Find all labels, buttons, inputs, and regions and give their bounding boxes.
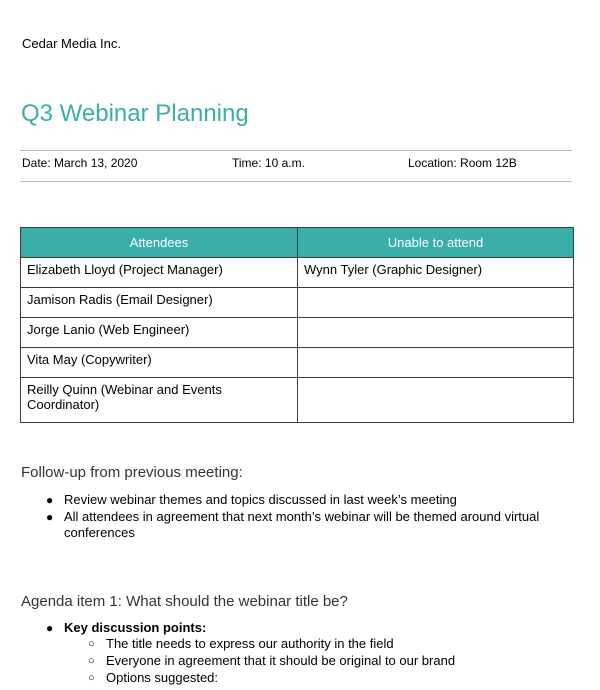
list-item bbox=[44, 620, 564, 636]
list-item bbox=[44, 509, 564, 541]
agenda-sublist bbox=[86, 636, 566, 687]
attendance-table bbox=[20, 227, 574, 423]
bullet-icon: ● bbox=[46, 493, 54, 507]
meeting-date: Date: March 13, 2020 bbox=[22, 156, 138, 170]
hollow-bullet-icon: ○ bbox=[88, 672, 95, 684]
header-attendees: Attendees bbox=[21, 228, 298, 258]
table-row bbox=[21, 288, 574, 318]
followup-heading: Follow-up from previous meeting: bbox=[21, 464, 243, 481]
attendee-cell: Jorge Lanio (Web Engineer) bbox=[21, 318, 298, 348]
hollow-bullet-icon: ○ bbox=[88, 638, 95, 650]
hollow-bullet-icon: ○ bbox=[88, 655, 95, 667]
list-item bbox=[44, 492, 564, 508]
document-title: Q3 Webinar Planning bbox=[21, 100, 249, 127]
agenda-item-1-heading: Agenda item 1: What should the webinar title be? bbox=[21, 593, 348, 610]
table-row bbox=[21, 318, 574, 348]
followup-list bbox=[44, 492, 564, 542]
absent-cell bbox=[298, 378, 574, 423]
list-item-text: Key discussion points: bbox=[64, 620, 207, 635]
absent-cell bbox=[298, 288, 574, 318]
absent-cell bbox=[298, 318, 574, 348]
meeting-time: Time: 10 a.m. bbox=[232, 156, 305, 170]
table-row bbox=[21, 378, 574, 423]
list-item bbox=[86, 670, 566, 686]
meeting-location: Location: Room 12B bbox=[408, 156, 517, 170]
list-item-text: Review webinar themes and topics discussed in last week’s meeting bbox=[64, 492, 457, 507]
bullet-icon: ● bbox=[46, 621, 54, 635]
attendee-cell: Jamison Radis (Email Designer) bbox=[21, 288, 298, 318]
list-item-text: The title needs to express our authority in the field bbox=[106, 636, 394, 651]
attendee-cell: Elizabeth Lloyd (Project Manager) bbox=[21, 258, 298, 288]
company-name: Cedar Media Inc. bbox=[22, 36, 121, 51]
attendee-cell: Reilly Quinn (Webinar and Events Coordinator) bbox=[21, 378, 298, 423]
bullet-icon: ● bbox=[46, 510, 54, 524]
table-row bbox=[21, 258, 574, 288]
divider-top bbox=[20, 150, 572, 151]
attendee-cell: Vita May (Copywriter) bbox=[21, 348, 298, 378]
agenda-list bbox=[44, 620, 564, 637]
table-header-row bbox=[21, 228, 574, 258]
header-unable-to-attend: Unable to attend bbox=[298, 228, 574, 258]
list-item-text: All attendees in agreement that next month’s webinar will be themed around virtual conferences bbox=[64, 509, 540, 540]
list-item-text: Everyone in agreement that it should be original to our brand bbox=[106, 653, 456, 668]
absent-cell: Wynn Tyler (Graphic Designer) bbox=[298, 258, 574, 288]
table-row bbox=[21, 348, 574, 378]
divider-bottom bbox=[20, 181, 572, 182]
absent-cell bbox=[298, 348, 574, 378]
list-item bbox=[86, 636, 566, 652]
list-item bbox=[86, 653, 566, 669]
list-item-text: Options suggested: bbox=[106, 670, 219, 685]
